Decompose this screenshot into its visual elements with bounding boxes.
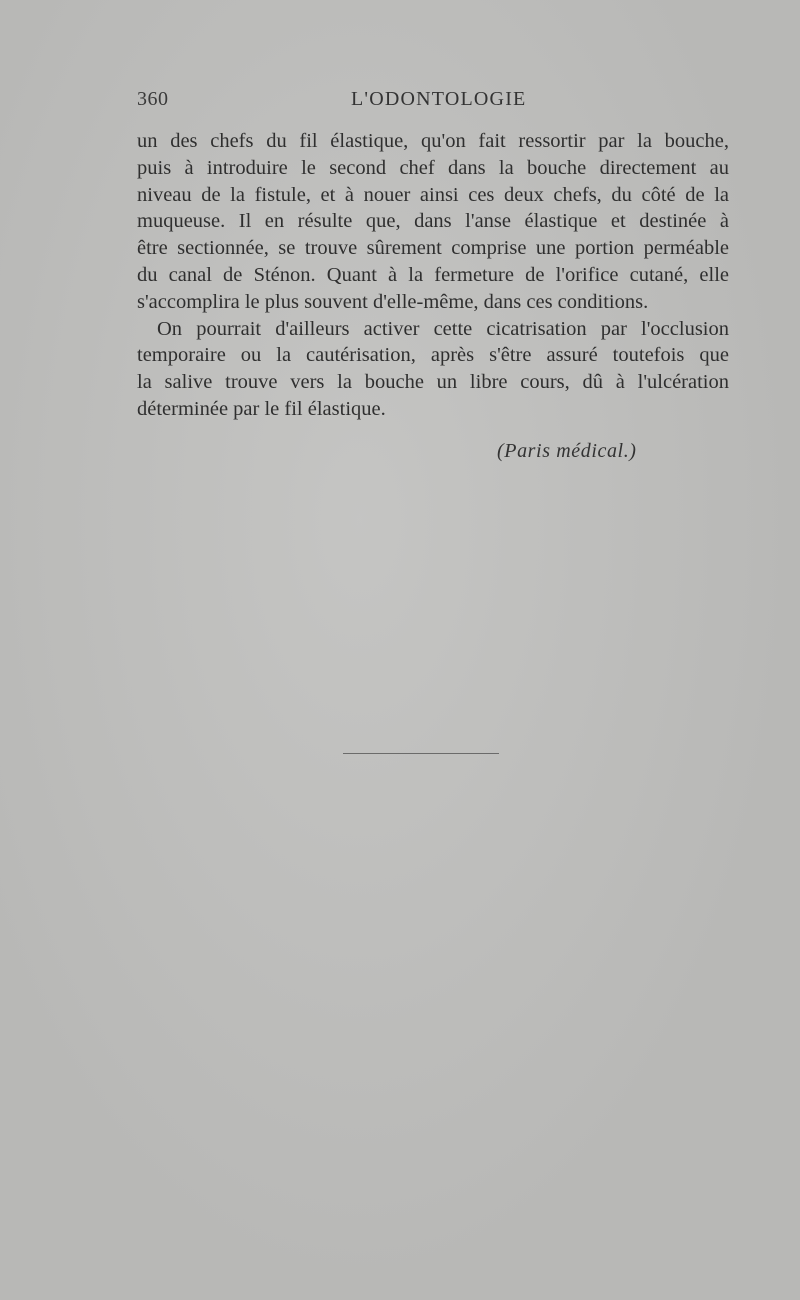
- text-line: niveau de la fistule, et à nouer ainsi ces deux chefs, du côté de la: [137, 183, 729, 206]
- text-line: temporaire ou la cautérisation, après s'être assuré toutefois que: [137, 344, 729, 367]
- text-line: On pourrait d'ailleurs activer cette cicatrisation par l'occlusion: [157, 317, 729, 340]
- text-line: la salive trouve vers la bouche un libre cours, dû à l'ulcération: [137, 371, 729, 394]
- text-line: déterminée par le fil élastique.: [137, 397, 386, 420]
- page-number: 360: [137, 88, 169, 110]
- section-divider: [343, 753, 499, 754]
- text-line: un des chefs du fil élastique, qu'on fait ressortir par la bouche,: [137, 130, 729, 152]
- text-line: s'accomplira le plus souvent d'elle-même, dans ces conditions.: [137, 290, 649, 313]
- page-header: [137, 88, 727, 118]
- text-line: puis à introduire le second chef dans la bouche directement au: [137, 156, 729, 179]
- source-citation: (Paris médical.): [497, 440, 637, 462]
- text-line: muqueuse. Il en résulte que, dans l'anse élastique et destinée à: [137, 210, 729, 233]
- text-line: du canal de Sténon. Quant à la fermeture de l'orifice cutané, elle: [137, 263, 729, 286]
- running-title: L'ODONTOLOGIE: [351, 88, 527, 110]
- text-line: être sectionnée, se trouve sûrement comprise une portion perméable: [137, 237, 729, 260]
- body-text: [137, 128, 729, 423]
